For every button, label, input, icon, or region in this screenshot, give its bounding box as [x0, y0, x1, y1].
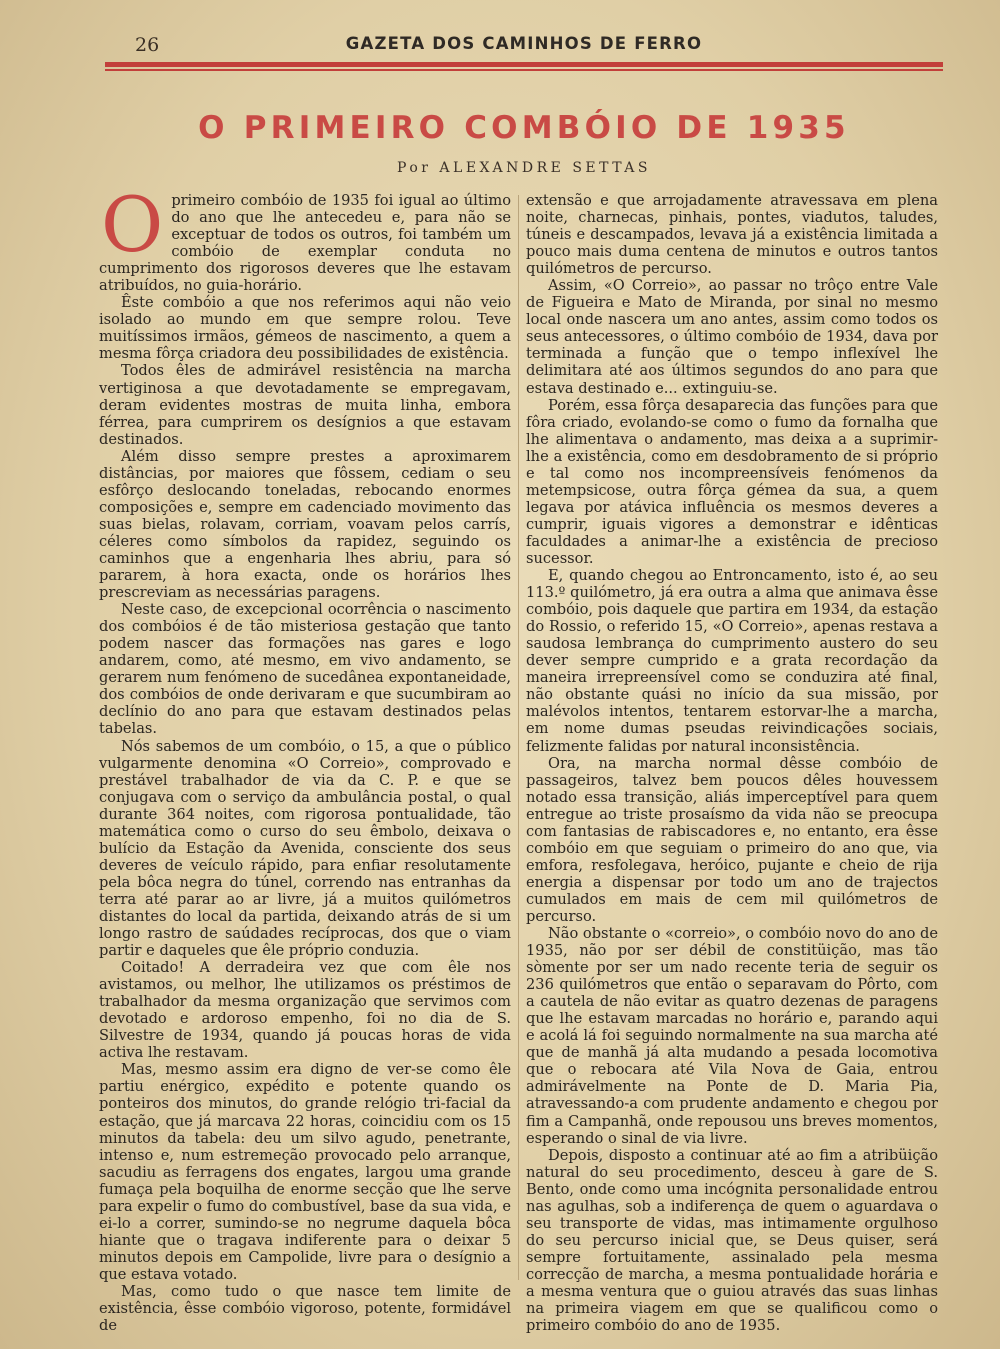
paragraph: Coitado! A derradeira vez que com êle nos avistamos, ou melhor, lhe utilizamos os préstimos de trabalhador da mesma organização que servimos com devotado e ardoroso empenho, foi no dia de S. Silvestre de 1934, quando já poucas horas de vida activa lhe restavam.	[99, 959, 511, 1062]
header-rule-thick	[105, 62, 943, 67]
paragraph: Mas, como tudo o que nasce tem limite de existência, êsse combóio vigoroso, potente, formidável de	[99, 1283, 511, 1335]
journal-title: GAZETA DOS CAMINHOS DE FERRO	[345, 34, 703, 53]
left-column	[99, 180, 511, 1335]
page-number: 26	[135, 34, 160, 56]
paragraph: Todos êles de admirável resistência na marcha vertiginosa a que devotadamente se empregavam, deram evidentes mostras de muita linha, embora férrea, para cumprirem os desígnios a que estavam destinados.	[99, 362, 511, 448]
paragraph: Não obstante o «correio», o combóio novo do ano de 1935, não por ser débil de constitüição, mas tão sòmente por ser um nado recente teria de seguir os 236 quilómetros que então o separavam do Pôrto, com a cautela de não evitar as quatro dezenas de paragens que lhe estavam marcadas no horário e, parando aqui e acolá lá foi seguindo normalmente na sua marcha até que de manhã já alta mudando a pesada locomotiva que o rebocara até Vila Nova de Gaia, entrou admirávelmente na Ponte de D. Maria Pia, atravessando-a com prudente andamento e chegou por fim a Campanhã, onde repousou uns breves momentos, esperando o sinal de via livre.	[526, 925, 938, 1147]
article-byline: Por ALEXANDRE SETTAS	[397, 160, 651, 176]
right-column	[526, 192, 938, 1334]
paragraph: Porém, essa fôrça desaparecia das funções para que fôra criado, evolando-se como o fumo da fornalha que lhe alimentava o andamento, mas deixa a a suprimir-lhe a existência, como em desdobramento de si próprio e tal como nos incompreensíveis fenómenos da metempsicose, outra fôrça gémea da sua, a quem legava por atávica influência os mesmos deveres a cumprir, iguais vigores a demonstrar e idênticas faculdades a animar-lhe a existência de precioso sucessor.	[526, 396, 938, 567]
paragraph: extensão e que arrojadamente atravessava em plena noite, charnecas, pinhais, pontes, viadutos, taludes, túneis e descampados, levava já a existência limitada a pouco mais duma centena de minutos e outros tantos quilómetros de percurso.	[526, 192, 938, 278]
paragraph: Oprimeiro combóio de 1935 foi igual ao último do ano que lhe antecedeu e, para não se exceptuar de todos os outros, foi também um combóio de exemplar conduta no cumprimento dos rigorosos deveres que lhe estavam atribuídos, no guia-horário.	[99, 180, 511, 295]
paragraph: E, quando chegou ao Entroncamento, isto é, ao seu 113.º quilómetro, já era outra a alma que animava êsse combóio, pois daquele que partira em 1934, da estação do Rossio, o referido 15, «O Correio», apenas restava a saudosa lembrança do cumprimento austero do seu dever sempre cumprido e a grata recordação da maneira irrepreensível como se conduzira até final, não obstante quási no início da sua missão, por malévolos intentos, tentarem estorvar-lhe a marcha, em nome dumas pseudas reivindicações sociais, felizmente falidas por natural inconsistência.	[526, 567, 938, 755]
drop-cap: O	[101, 180, 164, 269]
header-rule-thin	[105, 69, 943, 71]
paragraph: Êste combóio a que nos referimos aqui não veio isolado ao mundo em que sempre rolou. Teve muitíssimos irmãos, gémeos de nascimento, a quem a mesma fôrça criadora deu possibilidades de existência.	[99, 294, 511, 363]
article-title: O PRIMEIRO COMBÓIO DE 1935	[198, 110, 850, 146]
paragraph: Neste caso, de excepcional ocorrência o nascimento dos combóios é de tão misteriosa gestação que tanto podem nascer das formações nas gares e logo andarem, como, até mesmo, em vivo andamento, se gerarem num fenómeno de sucedânea expontaneidade, dos combóios de onde derivaram e que sucumbiram ao declínio do ano para que estavam destinados pelas tabelas.	[99, 601, 511, 738]
paragraph: Além disso sempre prestes a aproximarem distâncias, por maiores que fôssem, cediam o seu esfôrço deslocando toneladas, rebocando enormes composições e, sempre em cadenciado movimento das suas bielas, rolavam, corriam, voavam pelos carrís, céleres como símbolos da rapidez, seguindo os caminhos que a engenharia lhes abriu, para só pararem, à hora exacta, onde os horários lhes prescreviam as necessárias paragens.	[99, 447, 511, 602]
paragraph: Ora, na marcha normal dêsse combóio de passageiros, talvez bem poucos dêles houvessem notado essa transição, aliás imperceptível para quem entregue ao triste prosaísmo da vida não se preocupa com fantasias de rabiscadores e, no entanto, era êsse combóio em que seguiam o primeiro do ano que, via emfora, resfolegava, heróico, pujante e cheio de rija energia a dispensar por todo um ano de trajectos cumulados em mais de cem mil quilómetros de percurso.	[526, 754, 938, 925]
paragraph: Depois, disposto a continuar até ao fim a atribüição natural do seu procedimento, desceu à gare de S. Bento, onde como uma incógnita personalidade entrou nas agulhas, sob a indiferença de quem o aguardava o seu transporte de vidas, mas intimamente orgulhoso do seu percurso inicial que, se Deus quiser, será sempre fortuitamente, assinalado pela mesma correcção de marcha, a mesma pontualidade horária e a mesma ventura que o guiou através das suas linhas na primeira viagem em que se qualificou como o primeiro combóio do ano de 1935.	[526, 1146, 938, 1335]
paragraph: Nós sabemos de um combóio, o 15, a que o público vulgarmente denomina «O Correio», comprovado e prestável trabalhador de via da C. P. e que se conjugava com o serviço da ambulância postal, o qual durante 364 noites, com rigorosa pontualidade, tão matemática como o curso do seu êmbolo, deixava o bulício da Estação da Avenida, consciente dos seus deveres de veículo rápido, para enfiar resolutamente pela bôca negra do túnel, correndo nas entranhas da terra até parar ao ar livre, já a muitos quilómetros distantes do local da partida, deixando atrás de si um longo rastro de saúdades recíprocas, dos que o viam partir e daqueles que êle próprio conduzia.	[99, 737, 511, 960]
column-divider	[518, 195, 519, 1280]
paragraph: Assim, «O Correio», ao passar no trôço entre Vale de Figueira e Mato de Miranda, por sinal no mesmo local onde nascera um ano antes, assim como todos os seus antecessores, o último combóio de 1934, dava por terminada a função que o tempo inflexível lhe delimitara até aos últimos segundos do ano para que estava destinado e... extinguiu-se.	[526, 277, 938, 397]
page-header	[105, 30, 943, 60]
paragraph: Mas, mesmo assim era digno de ver-se como êle partiu enérgico, expédito e potente quando os ponteiros dos minutos, do grande relógio tri-facial da estação, que já marcava 22 horas, coincidiu com os 15 minutos da tabela: deu um silvo agudo, penetrante, intenso e, num estremeção provocado pelo arranque, sacudiu as ferragens dos engates, largou uma grande fumaça pela boquilha de enorme secção que lhe serve para expelir o fumo do combustível, base da sua vida, e ei-lo a correr, sumindo-se no negrume daquela bôca hiante que o tragava indiferente para o deixar 5 minutos depois em Campolide, livre para o desígnio a que estava votado.	[99, 1061, 511, 1283]
